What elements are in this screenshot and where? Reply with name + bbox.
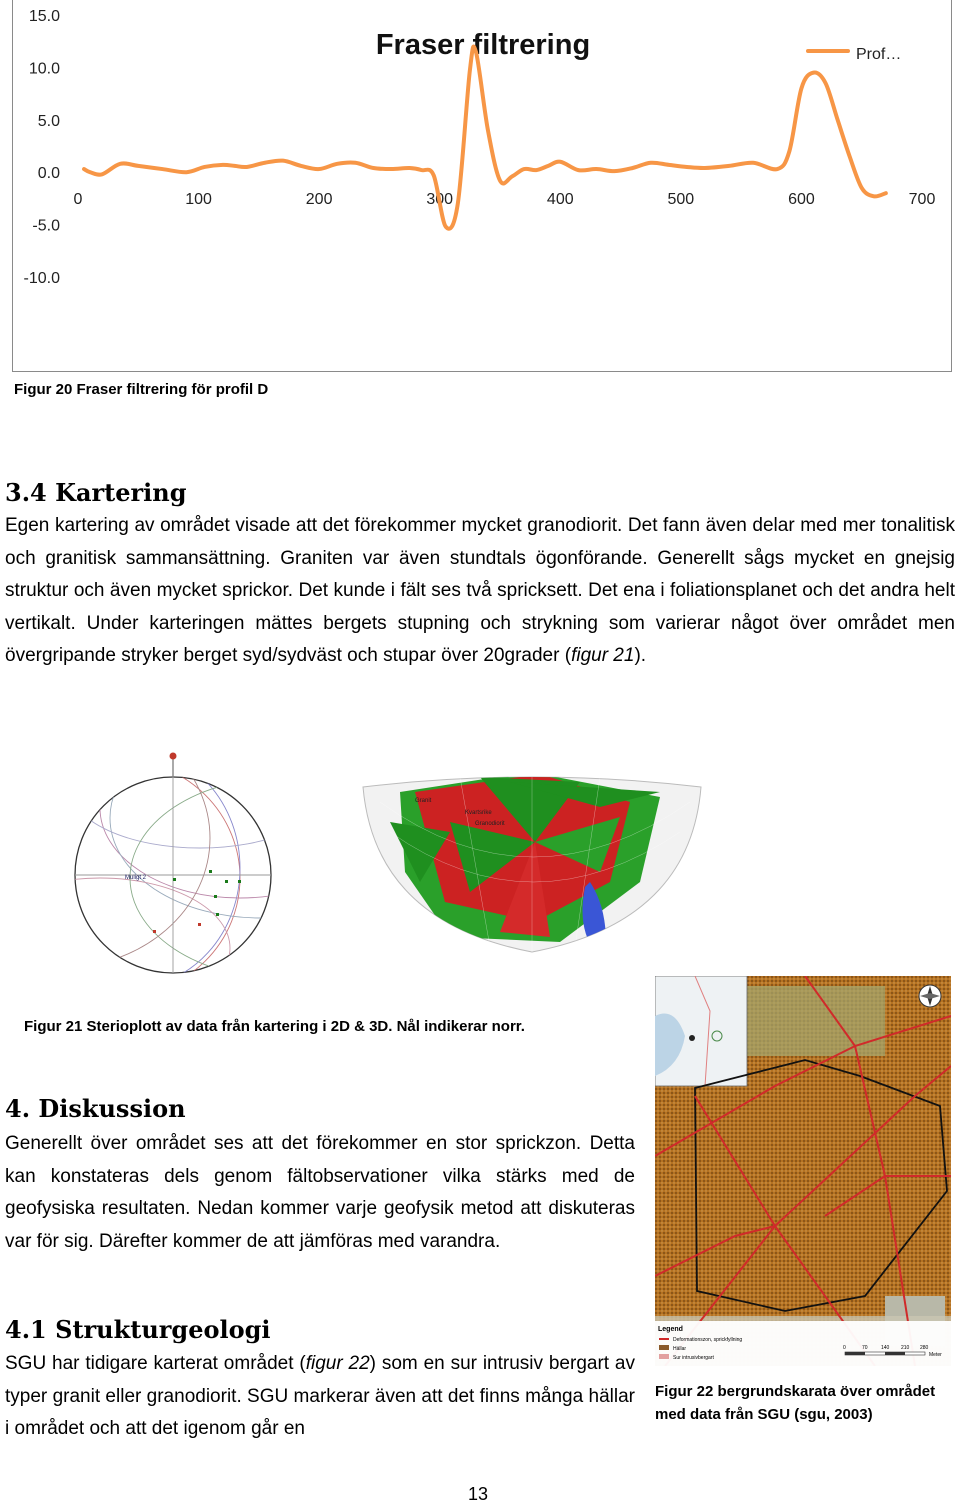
figure-20-caption: Figur 20 Fraser filtrering för profil D [14,381,269,398]
stereonet-2d [60,748,300,974]
diskussion-paragraph: Generellt över området ses att det förekommer en stor sprickzon. Detta kan konstateras dels genom fältobservationer vilka stärks med de geofysiska resultaten. Nedan kommer varje geofysik metod att diskuteras var för sig. Därefter kommer de att jämföras med varandra. [5,1133,635,1252]
overview-inset [655,976,747,1086]
svg-text:70: 70 [862,1345,868,1351]
x-tick-label: 400 [546,191,574,209]
map-legend-title: Legend [658,1326,683,1333]
plot3d-label-kvartsrike: Kvartsrike [465,810,492,816]
y-tick-label: 0.0 [37,165,60,183]
figure-21-reference: figur 21 [571,645,635,666]
section-heading-diskussion: 4. Diskussion [5,1094,186,1123]
section-heading-strukturgeologi: 4.1 Strukturgeologi [5,1315,271,1344]
figure-22-caption: Figur 22 bergrundskarata över området med data från SGU (sgu, 2003) [655,1383,936,1423]
north-needle-tip [170,753,177,760]
y-tick-label: -5.0 [32,217,60,235]
compass-rose-icon [919,985,941,1007]
plot3d-label-granodiorit: Granodiorit [475,821,505,827]
legend-label: Prof… [856,46,902,63]
y-tick-label: 5.0 [37,112,60,130]
x-tick-label: 100 [185,191,212,209]
x-tick-label: 600 [788,191,815,209]
section-heading-kartering: 3.4 Kartering [5,478,187,507]
x-tick-label: 700 [908,191,936,209]
y-tick-label: 15.0 [28,8,60,25]
strukturgeologi-paragraph: SGU har tidigare karterat området (figur 22) som en sur intrusiv bergart av typer granit eller granodiorit. SGU markerar även att det finns många hällar i området och att det igenom går en [5,1353,635,1439]
line-chart [0,0,960,380]
x-tick-label: 300 [426,191,454,209]
x-tick-label: 0 [73,191,83,209]
svg-text:0: 0 [843,1345,846,1351]
x-tick-label: 500 [667,191,695,209]
figure-22-reference: figur 22 [305,1353,370,1374]
stereonet-label: Muligt 2 [125,875,147,881]
y-tick-label: 10.0 [28,60,60,78]
svg-text:280: 280 [920,1345,929,1351]
kartering-paragraph: Egen kartering av området visade att det förekommer mycket granodiorit. Det fann även delar med mer tonalitisk och granitisk sammansättning. Graniten var även stundtals ögonförande. Generellt sågs mycket en gnejsig struktur och även mycket sprickor. Det kunde i fält ses två spricksett. Det ena i foliationsplanet och det andra helt vertikalt. Under karteringen mättes bergets stupning och strykning som varierar något över området men övergripande stryker berget syd/sydväst och stupar över 20grader (figur 21). [5,515,955,666]
stereonet-3d [360,762,705,982]
figure-21-caption: Figur 21 Sterioplott av data från kartering i 2D & 3D. Nål indikerar norr. [24,1018,525,1035]
svg-text:210: 210 [901,1345,910,1351]
plot3d-label-granit: Granit [415,798,432,804]
y-tick-label: -10.0 [23,270,60,287]
svg-text:140: 140 [881,1345,890,1351]
map-legend-item: Sur intrusivbergart [673,1355,714,1361]
chart-title: Fraser filtrering [375,29,591,61]
svg-text:Meter: Meter [929,1352,942,1358]
page-number: 13 [468,1484,489,1504]
bedrock-map [655,976,951,1366]
x-tick-label: 200 [305,191,333,209]
map-legend-item: Deformationszon, sprickfyllning [673,1337,743,1343]
map-legend-item: Hällar [673,1346,687,1352]
